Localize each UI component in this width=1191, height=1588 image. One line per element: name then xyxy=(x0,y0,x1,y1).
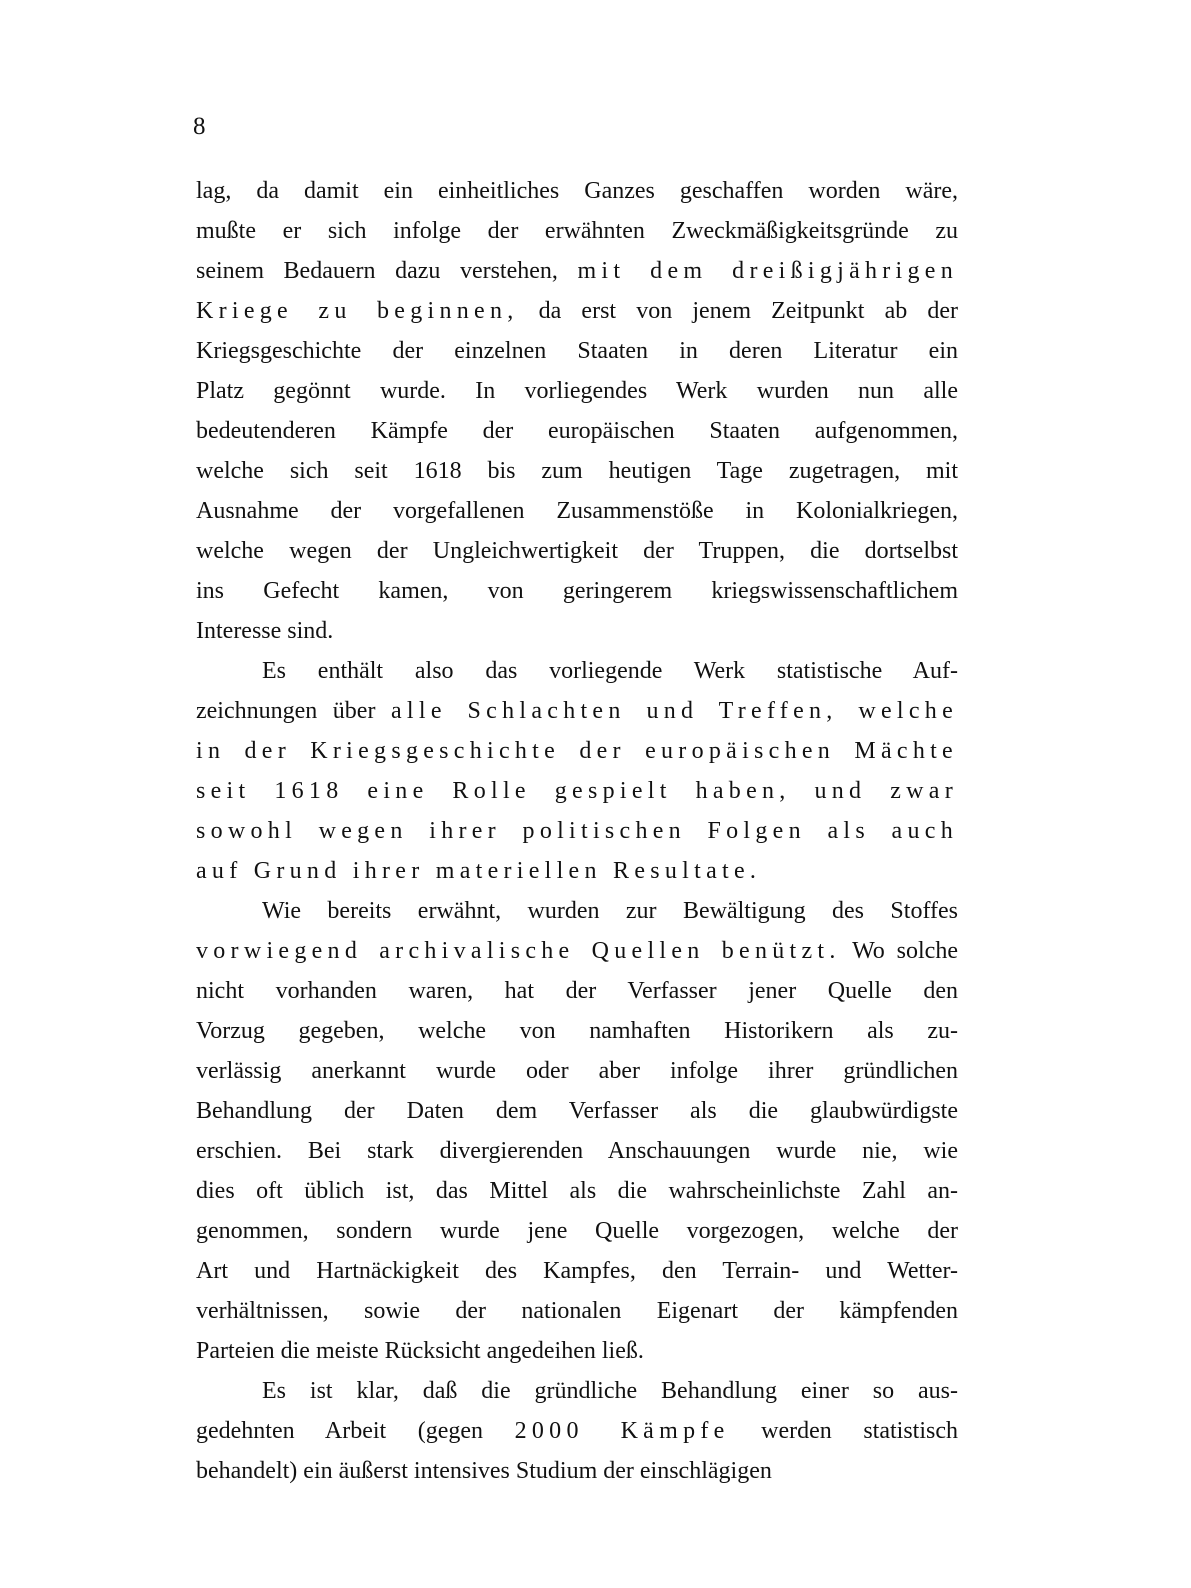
text-line xyxy=(196,291,958,331)
spaced-emphasis-text: alle Schlachten und Treffen, welche xyxy=(390,698,958,724)
text-run: dies oft üblich ist, das Mittel als die wahrscheinlichste Zahl an- xyxy=(196,1178,958,1204)
text-line xyxy=(196,731,958,771)
text-line xyxy=(196,1211,958,1251)
text-run: Parteien die meiste Rücksicht angedeihen ließ. xyxy=(196,1338,644,1364)
text-line xyxy=(196,1131,958,1171)
text-line xyxy=(196,1451,958,1491)
text-run: welche wegen der Ungleichwertigkeit der Truppen, die dortselbst xyxy=(196,538,958,564)
text-run: Interesse sind. xyxy=(196,618,334,644)
text-line xyxy=(196,1411,958,1451)
body-text xyxy=(196,171,958,1491)
text-run: werden statistisch xyxy=(729,1418,958,1444)
text-run: genommen, sondern wurde jene Quelle vorgezogen, welche der xyxy=(196,1218,958,1244)
text-run: da erst von jenem Zeitpunkt ab der xyxy=(518,298,958,324)
text-line xyxy=(196,971,958,1011)
text-run: zeichnungen über xyxy=(196,698,391,724)
text-line xyxy=(196,211,958,251)
text-line xyxy=(196,251,958,291)
text-line xyxy=(196,1011,958,1051)
text-line xyxy=(196,1051,958,1091)
text-line xyxy=(196,691,958,731)
text-run: bedeutenderen Kämpfe der europäischen Staaten aufgenommen, xyxy=(196,418,958,444)
text-run: Vorzug gegeben, welche von namhaften Historikern als zu- xyxy=(196,1018,958,1044)
text-line xyxy=(196,1171,958,1211)
text-line xyxy=(196,651,958,691)
text-line xyxy=(196,571,958,611)
text-run: ins Gefecht kamen, von geringerem kriegswissenschaftlichem xyxy=(196,578,958,604)
text-line xyxy=(196,771,958,811)
spaced-emphasis-text: vorwiegend archivalische Quellen benützt. xyxy=(196,938,841,964)
text-run: Ausnahme der vorgefallenen Zusammenstöße in Kolonialkriegen, xyxy=(196,498,958,524)
text-run: Wie bereits erwähnt, wurden zur Bewältigung des Stoffes xyxy=(262,898,958,924)
paragraph xyxy=(196,891,958,1371)
text-run: verhältnissen, sowie der nationalen Eigenart der kämpfenden xyxy=(196,1298,958,1324)
text-line xyxy=(196,1091,958,1131)
text-line xyxy=(196,931,958,971)
spaced-emphasis-text: auf Grund ihrer materiellen Resultate. xyxy=(196,858,762,884)
text-line xyxy=(196,1251,958,1291)
text-run: gedehnten Arbeit (gegen xyxy=(196,1418,515,1444)
text-line xyxy=(196,371,958,411)
text-line xyxy=(196,1331,958,1371)
text-line xyxy=(196,1371,958,1411)
text-line xyxy=(196,1291,958,1331)
text-line xyxy=(196,851,958,891)
spaced-emphasis-text: 2000 Kämpfe xyxy=(514,1418,730,1444)
text-line xyxy=(196,451,958,491)
spaced-emphasis-text: mit dem dreißigjährigen xyxy=(577,258,958,284)
text-run: Es enthält also das vorliegende Werk statistische Auf- xyxy=(262,658,958,684)
text-run: Wo solche xyxy=(840,938,958,964)
text-run: behandelt) ein äußerst intensives Studium der einschlägigen xyxy=(196,1458,772,1484)
spaced-emphasis-text: Kriege zu beginnen, xyxy=(196,298,519,324)
text-run: lag, da damit ein einheitliches Ganzes geschaffen worden wäre, xyxy=(196,178,958,204)
spaced-emphasis-text: seit 1618 eine Rolle gespielt haben, und zwar xyxy=(196,778,958,804)
text-run: Kriegsgeschichte der einzelnen Staaten in deren Literatur ein xyxy=(196,338,958,364)
text-run: Art und Hartnäckigkeit des Kampfes, den Terrain- und Wetter- xyxy=(196,1258,958,1284)
text-run: mußte er sich infolge der erwähnten Zweckmäßigkeitsgründe zu xyxy=(196,218,958,244)
text-run: Platz gegönnt wurde. In vorliegendes Werk wurden nun alle xyxy=(196,378,958,404)
text-line xyxy=(196,171,958,211)
text-run: seinem Bedauern dazu verstehen, xyxy=(196,258,578,284)
text-line xyxy=(196,891,958,931)
text-run: welche sich seit 1618 bis zum heutigen Tage zugetragen, mit xyxy=(196,458,958,484)
paragraph xyxy=(196,1371,958,1491)
text-line xyxy=(196,331,958,371)
text-line xyxy=(196,531,958,571)
text-run: Es ist klar, daß die gründliche Behandlung einer so aus- xyxy=(262,1378,958,1404)
text-line xyxy=(196,411,958,451)
page-number: 8 xyxy=(193,113,206,140)
text-run: verlässig anerkannt wurde oder aber infolge ihrer gründlichen xyxy=(196,1058,958,1084)
paragraph xyxy=(196,651,958,891)
text-line xyxy=(196,811,958,851)
spaced-emphasis-text: in der Kriegsgeschichte der europäischen Mächte xyxy=(196,738,958,764)
paragraph xyxy=(196,171,958,651)
text-run: nicht vorhanden waren, hat der Verfasser jener Quelle den xyxy=(196,978,958,1004)
text-run: erschien. Bei stark divergierenden Anschauungen wurde nie, wie xyxy=(196,1138,958,1164)
spaced-emphasis-text: sowohl wegen ihrer politischen Folgen als auch xyxy=(196,818,958,844)
text-line xyxy=(196,611,958,651)
text-line xyxy=(196,491,958,531)
text-run: Behandlung der Daten dem Verfasser als die glaubwürdigste xyxy=(196,1098,958,1124)
